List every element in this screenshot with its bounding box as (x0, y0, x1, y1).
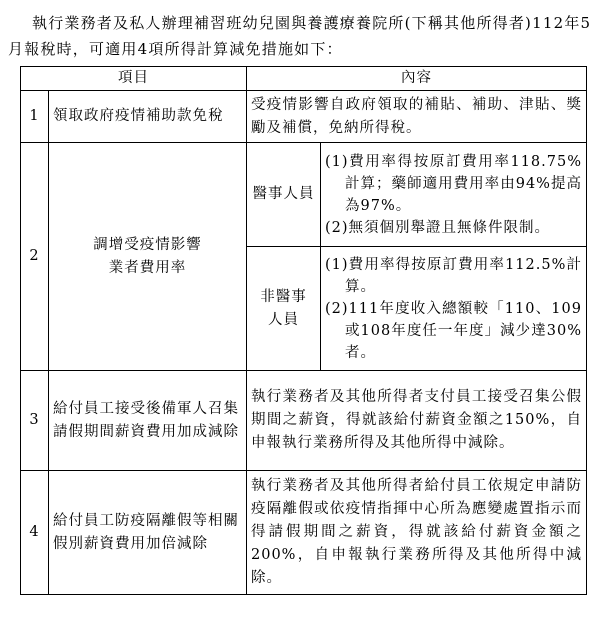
table-row-4 (21, 471, 587, 595)
table-row-2a (21, 143, 587, 247)
row-2-sub-1-content (321, 143, 587, 247)
row-2-number: 2 (21, 143, 49, 371)
row-2-sub-2-label (247, 247, 321, 371)
row-2-sub-2-label-line1: 非醫事 (260, 288, 307, 305)
row-4-number: 4 (21, 471, 49, 595)
row-2-sub-1-point-1: (1)費用率得按原訂費用率118.75%計算；藥師適用費用率由94%提高為97%。 (325, 153, 582, 214)
row-2-sub-2-point-1: (1)費用率得按原訂費用率112.5%計算。 (325, 256, 582, 295)
row-2-sub-2-point-2: (2)111年度收入總額較「110、109或108年度任一年度」減少達30%者。 (325, 300, 582, 361)
row-2-sub-1-label: 醫事人員 (247, 143, 321, 247)
row-2-item (49, 143, 247, 371)
intro-paragraph: 執行業務者及私人辦理補習班幼兒園與養護療養院所(下稱其他所得者)112年5月報稅時，可適用4項所得計算減免措施如下： (8, 14, 592, 58)
row-2-sub-2-label-line2: 人員 (268, 311, 299, 328)
row-4-item: 給付員工防疫隔離假等相關假別薪資費用加倍減除 (49, 471, 247, 595)
row-1-item: 領取政府疫情補助款免稅 (49, 91, 247, 143)
table-row-1 (21, 91, 587, 143)
row-2-item-line2: 業者費用率 (108, 259, 187, 276)
row-3-content: 執行業務者及其他所得者支付員工接受召集公假期間之薪資，得就該給付薪資金額之150%，自申報執行業務所得及其他所得中減除。 (247, 371, 587, 471)
tax-relief-table (20, 66, 587, 595)
row-3-number: 3 (21, 371, 49, 471)
row-2-item-line1: 調增受疫情影響 (93, 236, 202, 253)
table-row-3 (21, 371, 587, 471)
row-1-number: 1 (21, 91, 49, 143)
table-header-row (21, 67, 587, 91)
row-2-sub-2-content (321, 247, 587, 371)
header-item: 項目 (21, 67, 247, 91)
row-2-sub-1-point-2: (2)無須個別舉證且無條件限制。 (325, 219, 551, 236)
row-1-content: 受疫情影響自政府領取的補貼、補助、津貼、獎勵及補償，免納所得稅。 (247, 91, 587, 143)
header-content: 內容 (247, 67, 587, 91)
row-4-content: 執行業務者及其他所得者給付員工依規定申請防疫隔離假或依疫情指揮中心所為應變處置指示而得請假期間之薪資，得就該給付薪資金額之200%，自申報執行業務所得及其他所得中減除。 (247, 471, 587, 595)
row-3-item: 給付員工接受後備軍人召集請假期間薪資費用加成減除 (49, 371, 247, 471)
